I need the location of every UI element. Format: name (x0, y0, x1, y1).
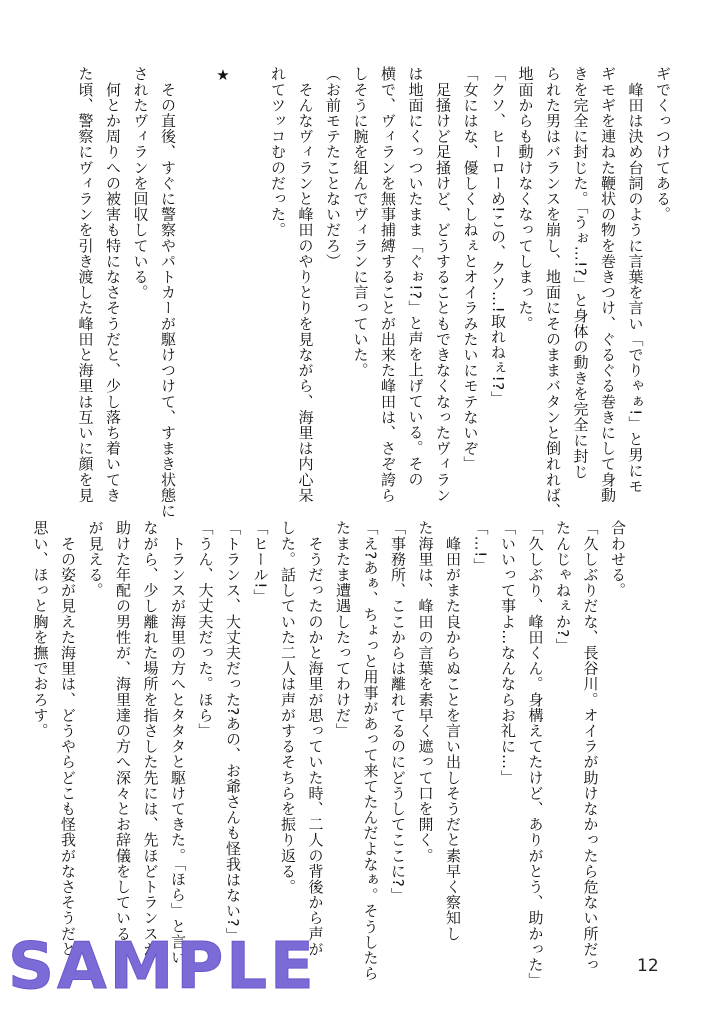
text-line: 「うん、大丈夫だった。ほら」 (196, 520, 215, 739)
text-line: 峰田は決め台詞のように言葉を言い「でりゃぁ!」と男にモ (626, 66, 645, 494)
text-block-top (66, 66, 676, 519)
text-line: そうだったのかと海里が思っていた時、二人の背後から声が (306, 520, 325, 957)
text-line: が見える。 (86, 520, 105, 598)
text-line: ながら、少し離れた場所を指さした先には、先ほどトランスが (141, 520, 160, 957)
text-line: れてツッコむのだった。 (269, 66, 287, 238)
text-line: 合わせる。 (609, 520, 627, 598)
text-line: 何とか周りへの被害も特になさそうだと、少し落ち着いてき (104, 66, 122, 503)
text-line: （お前モテたことないだろ） (324, 66, 342, 269)
text-line: は地面にくっついたまま「ぐぉ!?」と声を上げている。その (406, 66, 425, 487)
text-line: たんじゃねぇか?」 (554, 520, 572, 654)
text-line: 「いいって事よ…なんならお礼に…」 (499, 520, 517, 786)
text-line: 助けた年配の男性が、海里達の方へ深々とお辞儀をしているの (114, 520, 132, 957)
text-line: 「…!」 (471, 520, 490, 574)
text-line: られた男はバランスを崩し、地面にそのままバタンと倒れれば、 (544, 66, 562, 519)
text-line: 「久しぶりだな、長谷川。オイラが助けなかったら危ない所だっ (581, 520, 600, 973)
text-line: 横で、ヴィランを無事捕縛することが出来た峰田は、さぞ誇ら (379, 66, 397, 503)
text-line: 「女にはな、優しくしねぇとオイラみたいにモテないぞ」 (461, 66, 480, 472)
page-number: 12 (637, 956, 659, 976)
text-line: たまたま遭遇したってわけだ」 (334, 520, 352, 739)
text-line: 「え?あぁ、ちょっと用事があって来てたんだよなぁ。そうしたら (361, 520, 380, 981)
text-line: 「トランス、大丈夫だった?あの、お爺さんも怪我はない?」 (224, 520, 242, 943)
text-line: ギモギを連ねた鞭状の物を巻きつけ、ぐるぐる巻きにして身動 (599, 66, 617, 503)
text-line: 「ヒール!」 (251, 520, 270, 605)
text-line: た頃、警察にヴィランを引き渡した峰田と海里は互いに顔を見 (76, 66, 95, 503)
sample-watermark: SAMPLE (8, 930, 317, 1004)
text-line: 「クソ、ヒーローめ!この、クソ…!取れねぇ!?」 (489, 66, 507, 407)
text-line: た海里は、峰田の言葉を素早く遮って口を開く。 (416, 520, 435, 864)
text-line: 「事務所、ここからは離れてるのにどうしてここに?」 (389, 520, 407, 903)
text-line: トランスが海里の方へとタタタと駆けてきた。「ほら」と言い (169, 520, 187, 965)
text-line: 峰田がまた良からぬことを言い出しそうだと素早く察知し (444, 520, 462, 942)
text-line: ギでくっつけてある。 (654, 66, 672, 222)
text-line (236, 66, 264, 506)
text-line: そんなヴィランと峰田のやりとりを見ながら、海里は内心呆 (296, 66, 315, 503)
text-line: 地面からも動けなくなってしまった。 (516, 66, 535, 332)
text-line: きを完全に封じた。「うぉ…!?」と身体の動きを完全に封じ (571, 66, 590, 480)
text-line: しそうに腕を組んでヴィランに言っていた。 (351, 66, 370, 378)
text-line: した。話していた二人は声がするそちらを振り返る。 (279, 520, 297, 895)
text-line: されたヴィランを回収している。 (131, 66, 150, 300)
text-line: 「久しぶり、峰田くん。身構えてたけど、ありがとう、助かった」 (526, 520, 545, 988)
text-line: 思い、ほっと胸を撫でおろす。 (31, 520, 50, 739)
text-line: ★ (214, 66, 232, 85)
text-line: 足掻けど足掻けど、どうすることもできなくなったヴィラン (434, 66, 452, 503)
text-line (181, 66, 209, 506)
text-line: その姿が見えた海里は、どうやらどこも怪我がなさそうだと (59, 520, 77, 957)
text-line: その直後、すぐに警察やパトカーが駆けつけて、すまき状態に (159, 66, 177, 519)
